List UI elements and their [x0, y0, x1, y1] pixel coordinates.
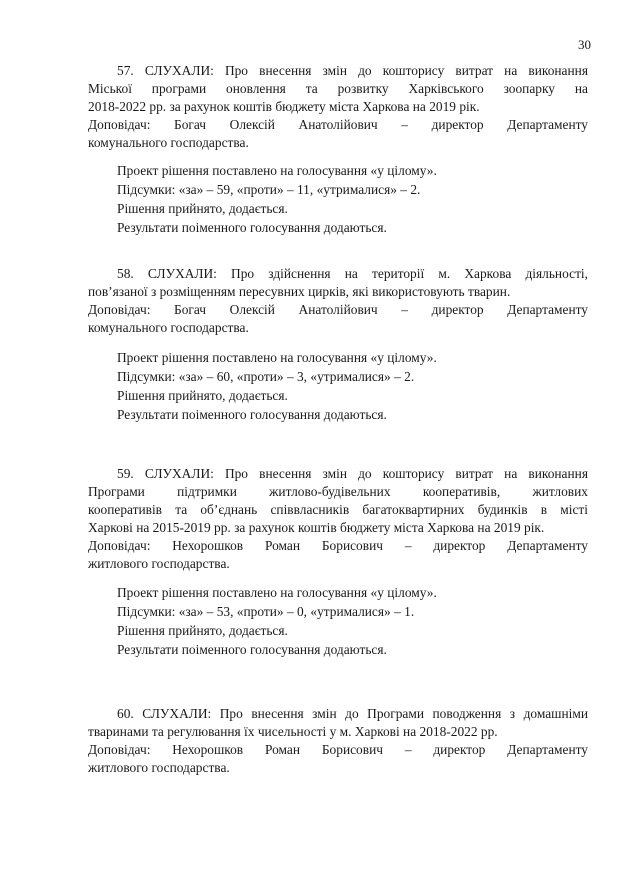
speaker-line: комунального господарства. [88, 320, 249, 335]
page-number: 30 [578, 37, 591, 52]
item-line: кооперативів та об’єднань співвласників багатоквартирних будинків в місті [88, 502, 588, 517]
speaker-line: Доповідач: Богач Олексій Анатолійович – директор Департаменту [88, 302, 588, 317]
speaker-line: Доповідач: Нехорошков Роман Борисович – директор Департаменту [88, 742, 588, 757]
item-line: 58. СЛУХАЛИ: Про здійснення на території м. Харкова діяльності, [117, 266, 588, 281]
item-line: Харкові на 2015-2019 рр. за рахунок коштів бюджету міста Харкова на 2019 рік. [88, 520, 545, 535]
result-line: Підсумки: «за» – 53, «проти» – 0, «утрималися» – 1. [117, 604, 415, 619]
result-line: Проект рішення поставлено на голосування «у цілому». [117, 163, 437, 178]
agenda-item-58 [88, 265, 588, 337]
speaker-line: житлового господарства. [88, 760, 230, 775]
agenda-item-57 [88, 62, 588, 152]
speaker-line: Доповідач: Нехорошков Роман Борисович – директор Департаменту [88, 538, 588, 553]
item-line: Програми підтримки житлово-будівельних кооперативів, житлових [88, 484, 588, 499]
result-line: Підсумки: «за» – 60, «проти» – 3, «утрималися» – 2. [117, 369, 415, 384]
result-line: Підсумки: «за» – 59, «проти» – 11, «утрималися» – 2. [117, 182, 421, 197]
result-line: Рішення прийнято, додається. [117, 201, 288, 216]
vote-result-57 [117, 161, 587, 237]
item-line: 60. СЛУХАЛИ: Про внесення змін до Програми поводження з домашніми [117, 706, 588, 721]
item-line: тваринами та регулювання їх чисельності у м. Харкові на 2018-2022 рр. [88, 724, 498, 739]
result-line: Проект рішення поставлено на голосування «у цілому». [117, 350, 437, 365]
result-line: Результати поіменного голосування додаються. [117, 220, 387, 235]
item-line: Міської програми оновлення та розвитку Харківського зоопарку на [88, 81, 588, 96]
result-line: Проект рішення поставлено на голосування «у цілому». [117, 585, 437, 600]
result-line: Результати поіменного голосування додаються. [117, 407, 387, 422]
speaker-line: комунального господарства. [88, 135, 249, 150]
agenda-item-60 [88, 705, 588, 777]
result-line: Результати поіменного голосування додаються. [117, 642, 387, 657]
item-line: 2018-2022 рр. за рахунок коштів бюджету міста Харкова на 2019 рік. [88, 99, 480, 114]
speaker-line: житлового господарства. [88, 556, 230, 571]
result-line: Рішення прийнято, додається. [117, 623, 288, 638]
item-line: пов’язаної з розміщенням пересувних цирків, які використовують тварин. [88, 284, 511, 299]
agenda-item-59 [88, 465, 588, 573]
item-line: 59. СЛУХАЛИ: Про внесення змін до кошторису витрат на виконання [117, 466, 588, 481]
speaker-line: Доповідач: Богач Олексій Анатолійович – директор Департаменту [88, 117, 588, 132]
result-line: Рішення прийнято, додається. [117, 388, 288, 403]
item-line: 57. СЛУХАЛИ: Про внесення змін до кошторису витрат на виконання [117, 63, 588, 78]
vote-result-59 [117, 583, 587, 659]
vote-result-58 [117, 348, 587, 424]
